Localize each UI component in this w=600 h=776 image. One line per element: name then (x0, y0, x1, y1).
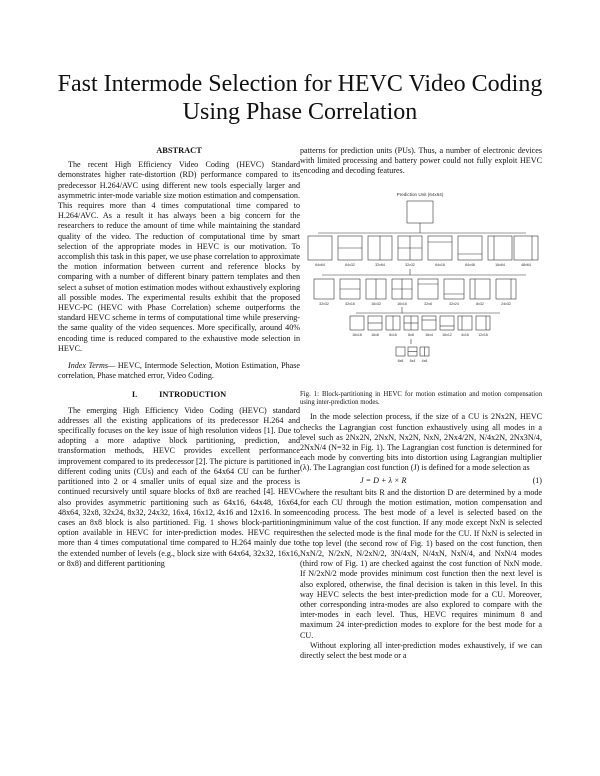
index-terms-label: Index Terms— (68, 361, 116, 371)
row4-blocks (396, 347, 429, 356)
figure-1 (300, 181, 542, 391)
block-size-label: 16x12 (442, 332, 452, 337)
block-size-label: 32x32 (405, 262, 415, 267)
index-terms-text: HEVC, Intermode Selection, Motion Estimation, Phase correlation, Phase matched error, Video Coding. (58, 361, 300, 381)
equation-1 (300, 474, 542, 488)
right-paragraph-4: Without exploring all inter-prediction modes exhaustively, if we can directly select the best mode or a (300, 640, 542, 661)
row2-blocks (314, 279, 516, 299)
block-size-label: 16x4 (425, 332, 433, 337)
block-size-label: 8x32 (476, 301, 484, 306)
block-size-label: 16x32 (371, 301, 381, 306)
paper-title: Fast Intermode Selection for HEVC Video Coding Using Phase Correlation (57, 71, 543, 125)
right-paragraph-1: patterns for prediction units (PUs). Thus, a number of electronic devices with limited processing and battery power could not fully exploit HEVC encoding and decoding features. (300, 146, 542, 176)
block-size-label: 32x16 (345, 301, 355, 306)
left-column (58, 146, 300, 569)
row1-blocks (308, 236, 538, 260)
block-size-label: 8x8 (408, 332, 414, 337)
block-size-label: 8x4 (409, 358, 416, 363)
block-size-label: 32x32 (319, 301, 329, 306)
index-terms (58, 361, 300, 381)
block-size-label: 48x64 (521, 262, 531, 267)
block-size-label: 32x64 (375, 262, 385, 267)
section-title: INTRODUCTION (159, 390, 227, 400)
block-size-label: 8x8 (397, 358, 404, 363)
intro-paragraph: The emerging High Efficiency Video Coding (HEVC) standard addresses all the existing applications of its predecessor H.264 and specifically focuses on the key issue of high resolution videos [1]. Due to adopting a more adaptive block partitioning, prediction, and transformation methods, HEVC provides excellent performance improvement compared to its predecessor [2]. The picture is partitioned in different coding units (CUs) and each of the 64x64 CU can be further partitioned into 2 or 4 smaller units of equal size and the process is continued recursively until square blocks of 8x8 are reached [4]. HEVC also provides asymmetric partitioning such as 64x16, 64x48, 16x64, 48x64, 32x8, 32x24, 8x32, 24x32, 16x4, 16x12, 4x16 and 12x16. In some cases an 8x8 block is also partitioned. Fig. 1 shows block-partitioning option available in HEVC for inter-prediction modes. HEVC requires more than 4 times computational time compared to H.264 mainly due to the extended number of levels (e.g., block size with 64x64, 32x32, 16x16, or 8x8) and different partitioning (58, 405, 300, 568)
row3-blocks (350, 316, 490, 330)
block-partition-diagram (300, 181, 542, 391)
right-column (300, 146, 542, 661)
block-size-label: 64x32 (345, 262, 355, 267)
block-size-label: 16x16 (352, 332, 362, 337)
equation-body: J = D + λ × R (360, 475, 407, 485)
abstract-heading: ABSTRACT (156, 146, 202, 155)
block-size-label: 8x16 (389, 332, 397, 337)
figure-caption: Fig. 1: Block-partitioning in HEVC for motion estimation and motion compensation using inter-prediction modes. (300, 390, 542, 407)
section-heading (58, 390, 300, 400)
block-size-label: 24x32 (501, 301, 511, 306)
block-size-label: 32x24 (449, 301, 459, 306)
block-size-label: 64x16 (435, 262, 445, 267)
right-paragraph-3: where the resultant bits R and the distortion D are determined by a mode for each CU through the motion estimation, motion compensation and encoding process. The best mode of a level is selected based on the minimum value of the cost function. If any mode except NxN is selected then the selected mode is the final mode for the CU. If NxN is selected in the top level (the second row of Fig. 1) based on the cost function, then NxN/2, N/2xN, N/2xN/2, 3N/4xN, N/4xN, NxN/4, and NxN/4 modes (third row of Fig. 1) are checked against the cost function of NxN mode. If N/2xN/2 mode provides minimum cost function then the next level is also explored, otherwise, the final decision is taken in this level. In this way HEVC selects the best inter-prediction mode for a CU. Moreover, other corresponding intra-modes are also explored to compare with the inter-modes in each level. Thus, HEVC requires minimum 8 and maximum 24 inter-prediction modes to explore for the best mode for a CU. (300, 487, 542, 640)
block-size-label: 16x8 (371, 332, 379, 337)
block-size-label: 16x64 (495, 262, 505, 267)
block-size-label: 4x16 (461, 332, 469, 337)
root-pu-block (407, 201, 433, 223)
right-paragraph-2: In the mode selection process, if the size of a CU is 2Nx2N, HEVC checks the Lagrangian cost function exhaustively using all modes in a level such as 2Nx2N, 2NxN, Nx2N, NxN, 2Nx4/2N, N/4x2N, 2Nx3N/4, 2NxN/4 (N=32 in Fig. 1). The Lagrangian cost function is determined for each mode by converting bits into distortion using Lagrangian multiplier (λ). The Lagrangian cost function (J) is defined for a mode selection as (300, 412, 542, 473)
equation-number: (1) (532, 475, 542, 485)
section-number: I. (131, 390, 138, 400)
block-size-label: 32x8 (424, 301, 432, 306)
block-size-label: 12x16 (478, 332, 488, 337)
block-size-label: 4x8 (421, 358, 428, 363)
block-size-label: 64x48 (465, 262, 475, 267)
block-size-label: 64x64 (315, 262, 325, 267)
figure-top-label: Prediction Unit (64x64) (396, 191, 444, 197)
block-size-label: 16x16 (397, 301, 407, 306)
abstract-text: The recent High Efficiency Video Coding (HEVC) Standard demonstrates higher rate-distortion (RD) performance compared to its predecessor H.264/AVC using different new tools especially larger and asymmetric inter-mode variable size motion estimation and compensation. This requires more than 4 times computational time compared to H.264/AVC. As a result it has always been a big concern for the researchers to reduce the amount of time while maintaining the standard quality of the video. The reduction of computational time by smart selection of the appropriate modes in HEVC is our motivation. To accomplish this task in this paper, we use phase correlation to approximate the motion information between current and reference blocks by comparing with a number of different binary pattern templates and then select a subset of motion estimation modes without exhaustively exploring all possible modes. The experimental results exhibit that the proposed HEVC-PC (HEVC with Phase Correlation) scheme outperforms the standard HEVC scheme in terms of computational time while preserving-the same quality of the video sequences. More specifically, around 40% encoding time is reduced compared to the exhaustive mode selection in HEVC. (58, 160, 300, 353)
